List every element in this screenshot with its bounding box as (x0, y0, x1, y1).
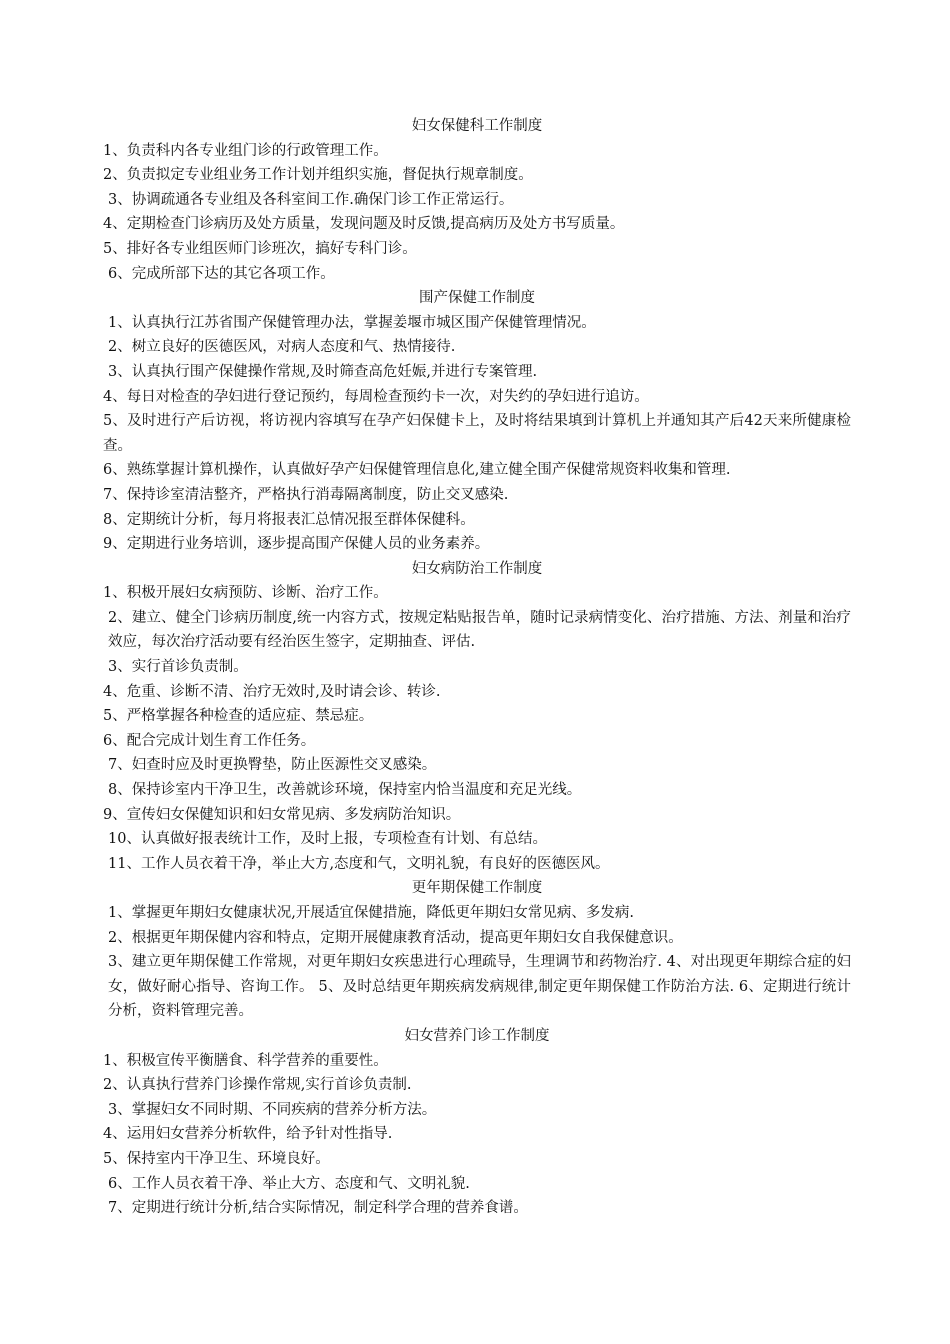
list-item: 1、认真执行江苏省围产保健管理办法，掌握姜堰市城区围产保健管理情况。 (108, 314, 596, 331)
section-title-perinatal: 围产保健工作制度 (419, 290, 535, 307)
list-item: 7、定期进行统计分析,结合实际情况，制定科学合理的营养食谱。 (108, 1200, 528, 1217)
list-item: 4、每日对检查的孕妇进行登记预约，每周检查预约卡一次，对失约的孕妇进行追访。 (103, 388, 649, 405)
list-item: 1、掌握更年期妇女健康状况,开展适宜保健措施，降低更年期妇女常见病、多发病. (108, 905, 634, 921)
list-item: 4、定期检查门诊病历及处方质量，发现问题及时反馈,提高病历及处方书写质量。 (103, 216, 625, 233)
list-item: 1、积极开展妇女病预防、诊断、治疗工作。 (103, 585, 388, 602)
list-item: 2、根据更年期保健内容和特点，定期开展健康教育活动，提高更年期妇女自我保健意识。 (108, 929, 683, 946)
list-item: 6、工作人员衣着干净、举止大方、态度和气、文明礼貌. (108, 1175, 470, 1192)
list-item: 4、危重、诊断不清、治疗无效时,及时请会诊、转诊. (103, 683, 441, 700)
list-item: 3、掌握妇女不同时期、不同疾病的营养分析方法。 (108, 1101, 437, 1118)
list-item: 9、定期进行业务培训，逐步提高围产保健人员的业务素养。 (103, 536, 490, 553)
list-item: 5、及时进行产后访视，将访视内容填写在孕产妇保健卡上，及时将结果填到计算机上并通知其产后42天来所健康检查。 (103, 413, 851, 454)
list-item: 6、熟练掌握计算机操作，认真做好孕产妇保健管理信息化,建立健全围产保健常规资料收集和管理. (103, 462, 731, 479)
list-item: 2、树立良好的医德医风，对病人态度和气、热情接待. (108, 339, 456, 356)
list-item: 7、保持诊室清洁整齐，严格执行消毒隔离制度，防止交叉感染. (103, 486, 509, 503)
list-item: 3、建立更年期保健工作常规，对更年期妇女疾患进行心理疏导，生理调节和药物治疗. 4、对出现更年期综合症的妇女，做好耐心指导、咨询工作。 5、及时总结更年期疾病发病规律,制定更年期保健工作防治方法. 6、定期进行统计分析，资料管理完善。 (108, 954, 851, 1020)
list-item: 6、完成所部下达的其它各项工作。 (108, 265, 335, 282)
list-item: 5、排好各专业组医师门诊班次，搞好专科门诊。 (103, 240, 417, 257)
section-title-nutrition: 妇女营养门诊工作制度 (404, 1027, 550, 1044)
list-item: 6、配合完成计划生育工作任务。 (103, 732, 316, 749)
list-item: 7、妇查时应及时更换臀垫，防止医源性交叉感染。 (108, 757, 437, 774)
list-item: 5、严格掌握各种检查的适应症、禁忌症。 (103, 708, 374, 725)
list-item: 8、定期统计分析，每月将报表汇总情况报至群体保健科。 (103, 511, 475, 528)
list-item: 3、协调疏通各专业组及各科室间工作.确保门诊工作正常运行。 (108, 191, 514, 208)
document-page (103, 114, 851, 1221)
list-item: 5、保持室内干净卫生、环境良好。 (103, 1150, 330, 1167)
list-item: 3、实行首诊负责制。 (108, 659, 248, 676)
list-item: 10、认真做好报表统计工作，及时上报，专项检查有计划、有总结。 (108, 831, 547, 848)
list-item: 3、认真执行围产保健操作常规,及时筛查高危妊娠,并进行专案管理. (108, 363, 538, 380)
list-item: 1、负责科内各专业组门诊的行政管理工作。 (103, 142, 388, 159)
list-item: 9、宣传妇女保健知识和妇女常见病、多发病防治知识。 (103, 806, 461, 823)
list-item: 8、保持诊室内干净卫生，改善就诊环境，保持室内恰当温度和充足光线。 (108, 782, 582, 799)
list-item: 2、负责拟定专业组业务工作计划并组织实施，督促执行规章制度。 (103, 167, 533, 184)
list-item: 11、工作人员衣着干净，举止大方,态度和气，文明礼貌，有良好的医德医风。 (108, 855, 610, 872)
section-title-maternal-health: 妇女保健科工作制度 (411, 118, 543, 134)
list-item: 2、建立、健全门诊病历制度,统一内容方式，按规定粘贴报告单，随时记录病情变化、治疗措施、方法、剂量和治疗效应，每次治疗活动要有经治医生签字，定期抽查、评估. (108, 609, 851, 651)
list-item: 2、认真执行营养门诊操作常规,实行首诊负责制. (103, 1077, 412, 1094)
section-title-gynecological: 妇女病防治工作制度 (411, 560, 543, 577)
section-title-menopause: 更年期保健工作制度 (411, 880, 543, 897)
list-item: 4、运用妇女营养分析软件，给予针对性指导. (103, 1126, 393, 1143)
list-item: 1、积极宣传平衡膳食、科学营养的重要性。 (103, 1052, 388, 1069)
